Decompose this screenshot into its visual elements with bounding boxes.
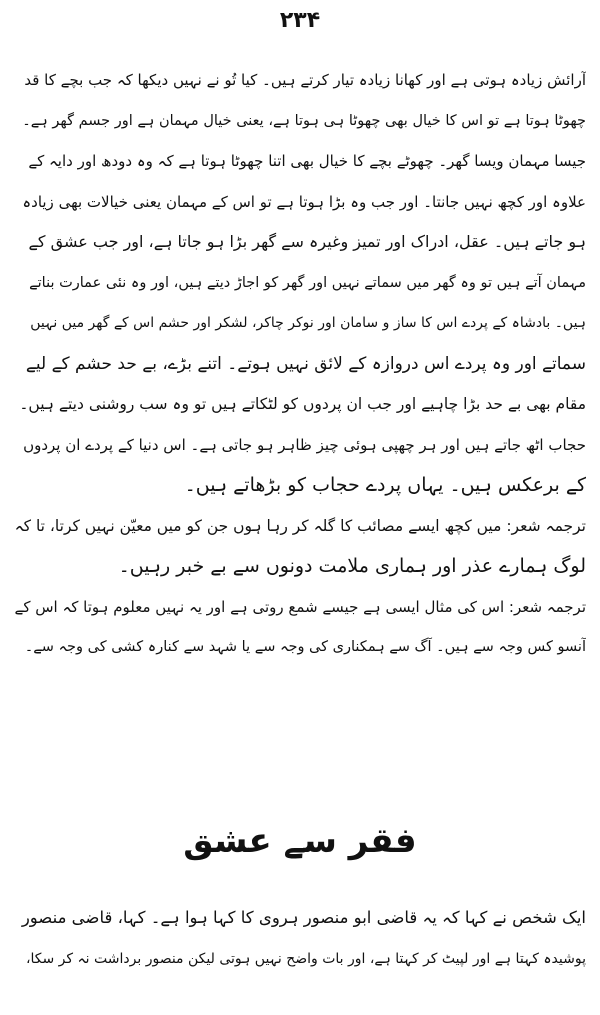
text-line: علاوہ اور کچھ نہیں جانتا۔ اور جب وہ بڑا ہوتا ہے تو اس کے مہمان یعنی خیالات بھی زیادہ xyxy=(22,192,586,211)
text-line: مقام بھی بے حد بڑا چاہیے اور جب ان پردوں کو لٹکاتے ہیں تو وہ سب روشنی دیتے ہیں۔ xyxy=(19,395,586,413)
verse-translation-line: ترجمہ شعر: میں کچھ ایسے مصائب کا گلہ کر رہا ہوں جن کو میں معیّن نہیں کرتا، تا کہ xyxy=(14,516,586,535)
text-line: کے برعکس ہیں۔ یہاں پردے حجاب کو بڑھاتے ہیں۔ xyxy=(184,474,586,496)
text-line: آرائش زیادہ ہوتی ہے اور کھانا زیادہ تیار کرتے ہیں۔ کیا تُو نے نہیں دیکھا کہ جب بچے کا قد xyxy=(24,71,586,89)
text-line: مہمان آتے ہیں تو وہ گھر میں سماتے نہیں اور گھر کو اجاڑ دیتے ہیں، اور وہ نئی عمارت بناتے xyxy=(29,274,586,291)
text-line: سماتے اور وہ پردے اس دروازہ کے لائق نہیں ہوتے۔ اتنے بڑے، بے حد حشم کے لیے xyxy=(25,353,586,374)
section-body-text xyxy=(14,898,586,979)
section-title: فقر سے عشق xyxy=(183,821,417,861)
verse-translation-line: آنسو کس وجہ سے ہیں۔ آگ سے ہمکناری کی وجہ سے یا شہد سے کنارہ کشی کی وجہ سے۔ xyxy=(24,639,586,655)
text-line: ایک شخص نے کہا کہ یہ قاضی ابو منصور ہروی کا کہا ہوا ہے۔ کہا، قاضی منصور xyxy=(21,908,586,927)
verse-translation-line: ترجمہ شعر: اس کی مثال ایسی ہے جیسے شمع روتی ہے اور یہ نہیں معلوم ہوتا کہ اس کے xyxy=(14,597,586,616)
text-line: ہو جاتے ہیں۔ عقل، ادراک اور تمیز وغیرہ سے گھر بڑا ہو جاتا ہے، اور جب عشق کے xyxy=(28,232,586,251)
text-line: چھوٹا ہوتا ہے تو اس کا خیال بھی چھوٹا ہی ہوتا ہے، یعنی خیال مہمان ہے اور جسم گھر ہے۔ xyxy=(22,112,586,129)
verse-translation-line: لوگ ہمارے عذر اور ہماری ملامت دونوں سے بے خبر رہیں۔ xyxy=(118,555,586,577)
text-line: حجاب اٹھ جاتے ہیں اور ہر چھپی ہوئی چیز ظاہر ہو جاتی ہے۔ اس دنیا کے پردے ان پردوں xyxy=(23,435,586,454)
page-number: ۲۳۴ xyxy=(279,8,321,33)
body-text xyxy=(14,60,586,668)
text-line: پوشیدہ کہتا ہے اور لپیٹ کر کہتا ہے، اور بات واضح نہیں ہوتی لیکن منصور برداشت نہ کر سکا، xyxy=(25,950,586,967)
text-line: ہیں۔ بادشاہ کے پردے اس کا ساز و سامان اور نوکر چاکر، لشکر اور حشم اس کے گھر میں نہیں xyxy=(30,315,586,331)
text-line: جیسا مہمان ویسا گھر۔ چھوٹے بچے کا خیال بھی اتنا چھوٹا ہوتا ہے کہ وہ دودھ اور دایہ کے xyxy=(28,152,586,170)
